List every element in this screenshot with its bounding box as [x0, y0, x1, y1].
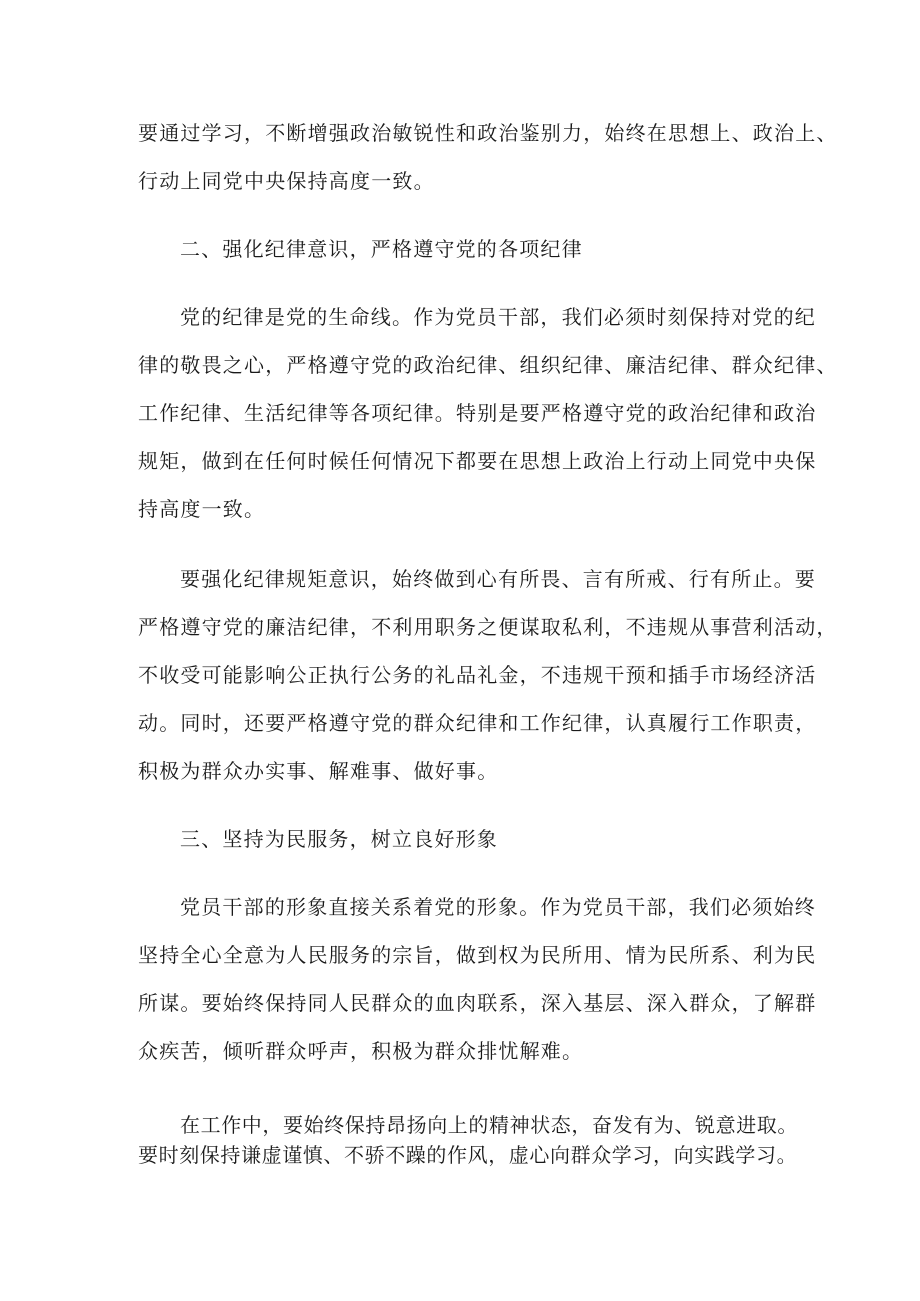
text-line: 积极为群众办实事、解难事、做好事。 — [138, 759, 499, 783]
text-line: 众疾苦，倾听群众呼声，积极为群众排忧解难。 — [138, 1039, 584, 1063]
text-line: 规矩，做到在任何时候任何情况下都要在思想上政治上行动上同党中央保 — [138, 449, 817, 473]
text-line: 律的敬畏之心，严格遵守党的政治纪律、组织纪律、廉洁纪律、群众纪律、 — [138, 353, 838, 377]
text-line: 坚持全心全意为人民服务的宗旨，做到权为民所用、情为民所系、利为民 — [138, 943, 817, 967]
text-line: 党员干部的形象直接关系着党的形象。作为党员干部，我们必须始终 — [180, 895, 816, 919]
text-line: 持高度一致。 — [138, 497, 266, 521]
text-line: 要时刻保持谦虚谨慎、不骄不躁的作风，虚心向群众学习，向实践学习。 — [138, 1143, 798, 1167]
text-line: 工作纪律、生活纪律等各项纪律。特别是要严格遵守党的政治纪律和政治 — [138, 401, 817, 425]
text-line: 党的纪律是党的生命线。作为党员干部，我们必须时刻保持对党的纪 — [180, 305, 816, 329]
text-line: 行动上同党中央保持高度一致。 — [138, 169, 435, 193]
text-line: 不收受可能影响公正执行公务的礼品礼金，不违规干预和插手市场经济活 — [138, 663, 817, 687]
text-line: 所谋。要始终保持同人民群众的血肉联系，深入基层、深入群众，了解群 — [138, 991, 817, 1015]
text-line: 在工作中，要始终保持昂扬向上的精神状态，奋发有为、锐意进取。 — [180, 1113, 798, 1137]
section-heading: 二、强化纪律意识，严格遵守党的各项纪律 — [180, 237, 583, 261]
text-line: 动。同时，还要严格遵守党的群众纪律和工作纪律，认真履行工作职责， — [138, 711, 817, 735]
text-line: 要强化纪律规矩意识，始终做到心有所畏、言有所戒、行有所止。要 — [180, 567, 816, 591]
text-line: 严格遵守党的廉洁纪律，不利用职务之便谋取私利，不违规从事营利活动， — [138, 615, 838, 639]
text-line: 要通过学习，不断增强政治敏锐性和政治鉴别力，始终在思想上、政治上、 — [138, 121, 838, 145]
section-heading: 三、坚持为民服务，树立良好形象 — [180, 827, 498, 851]
